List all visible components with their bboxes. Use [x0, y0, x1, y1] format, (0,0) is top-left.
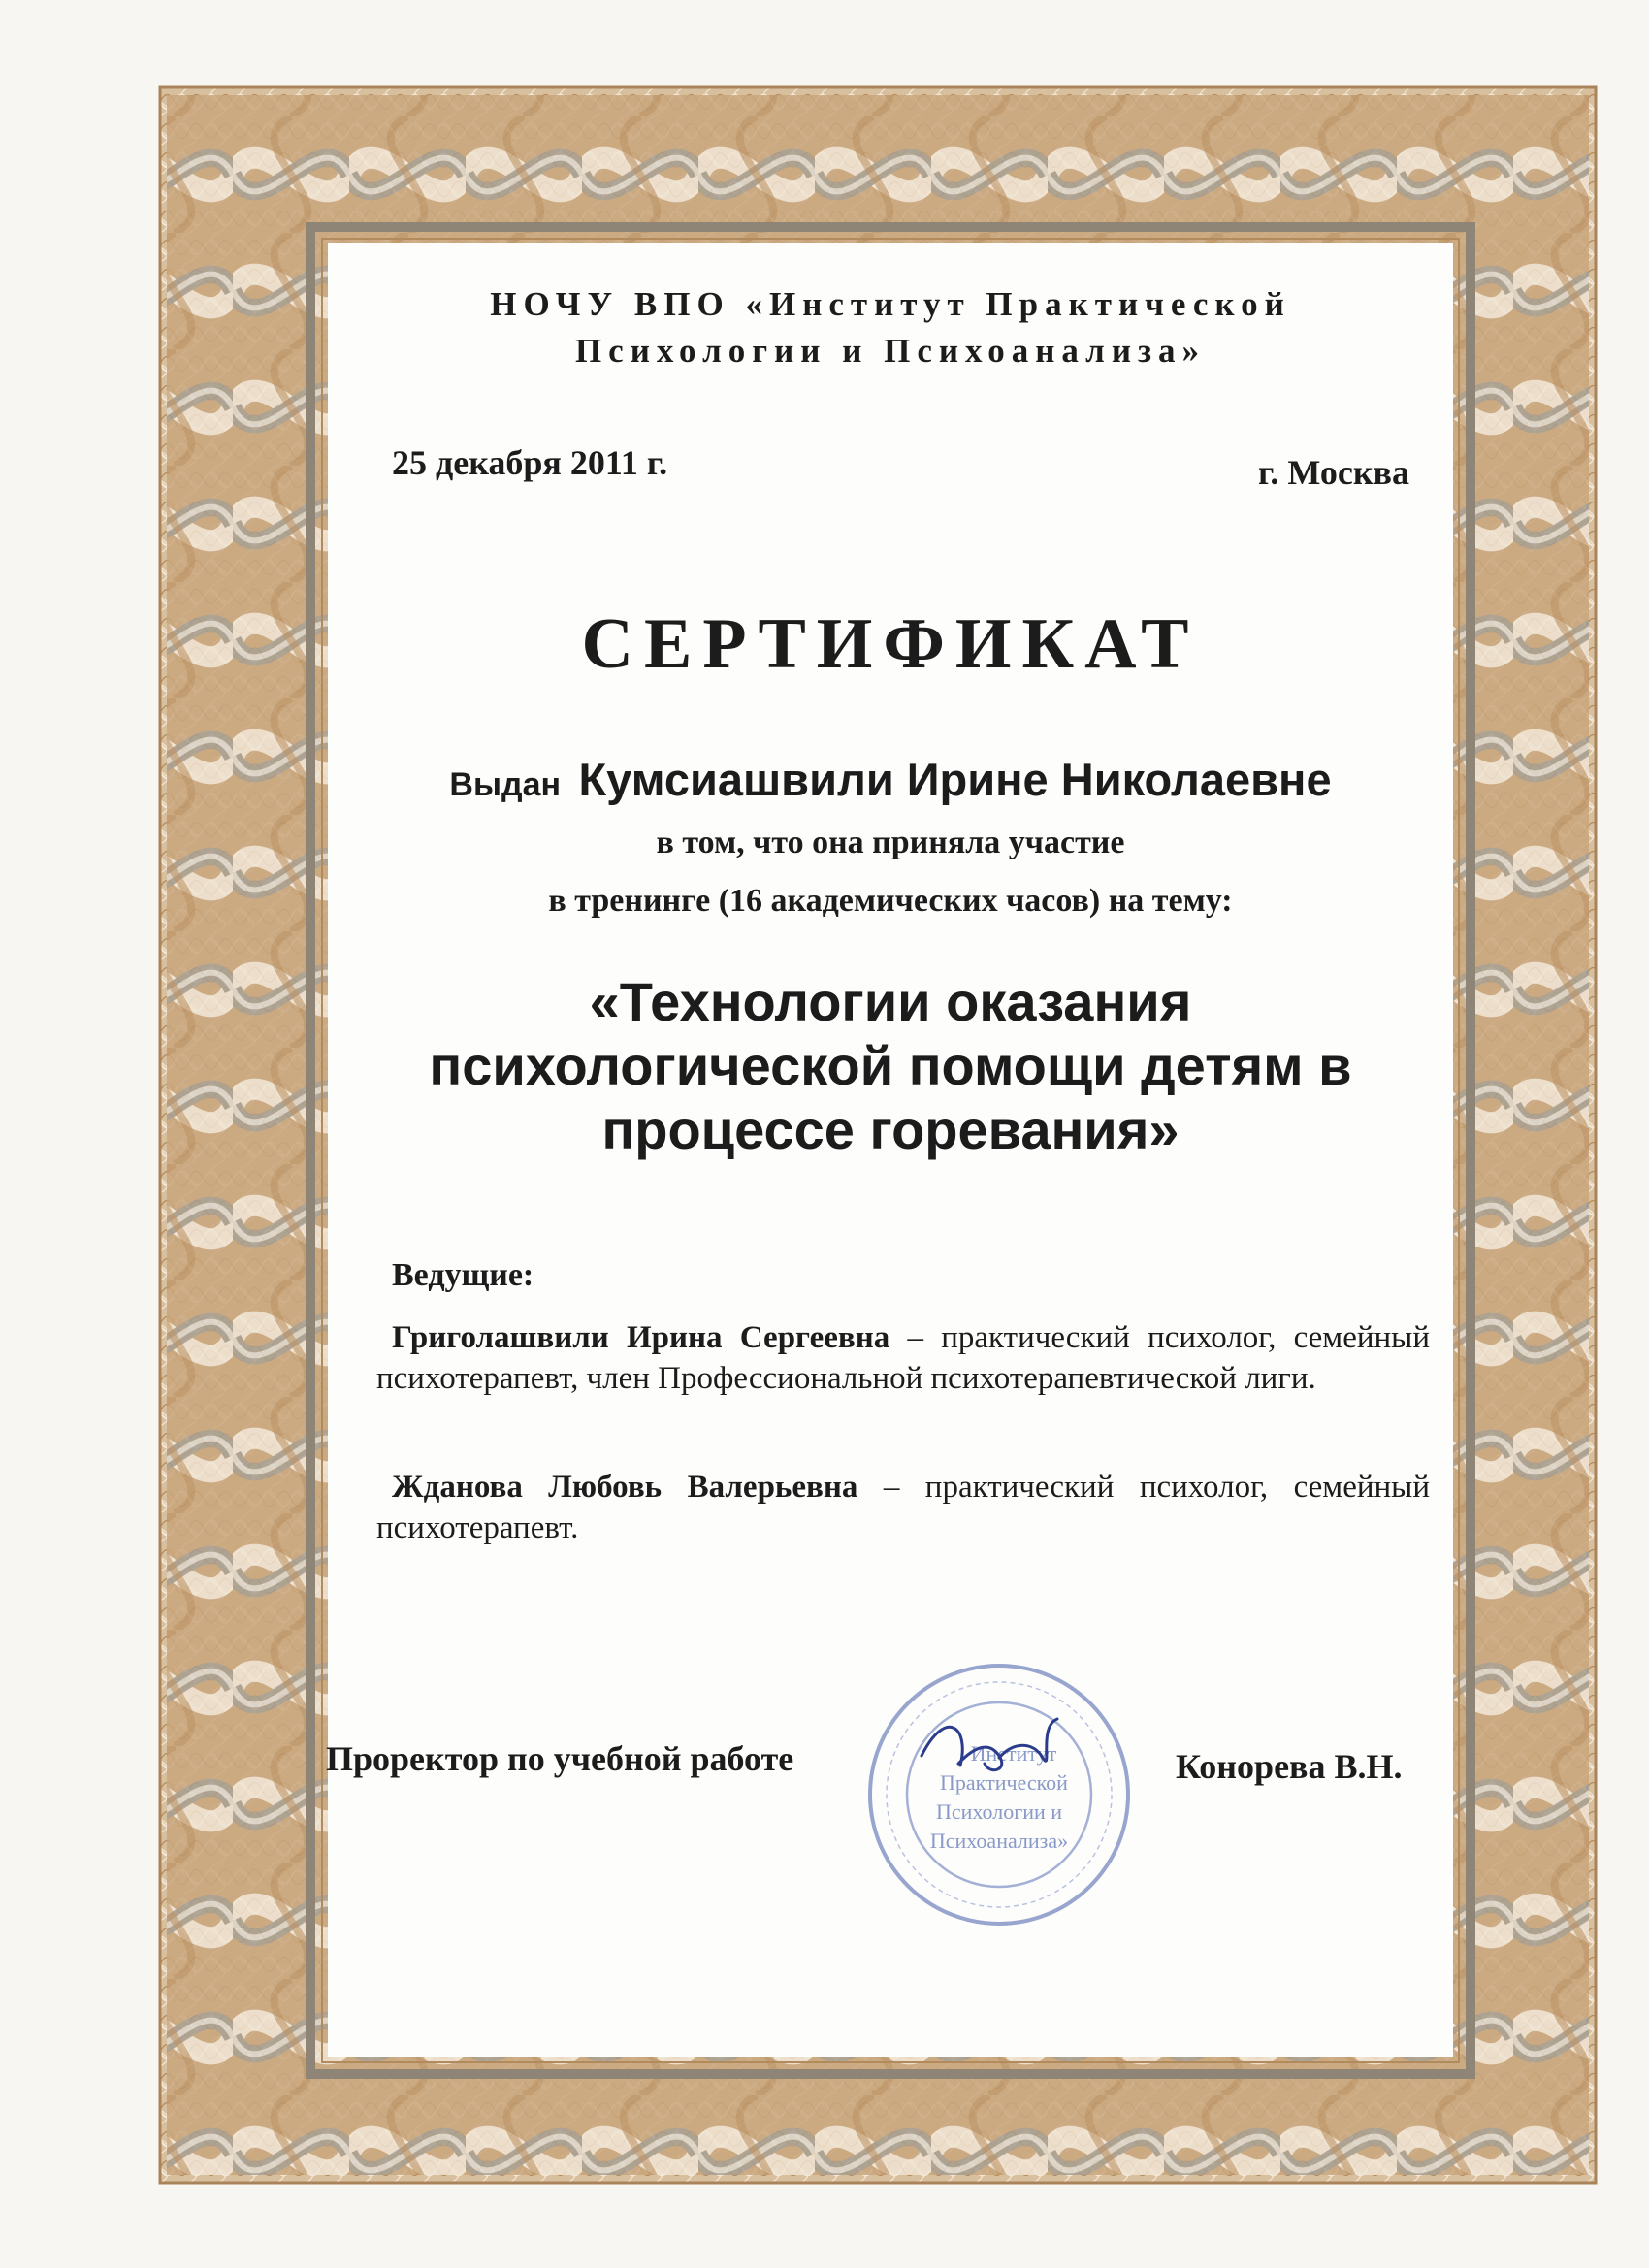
issued-label: Выдан — [449, 766, 562, 803]
leader-name: Жданова Любовь Валерьевна — [392, 1470, 858, 1505]
topic-line-3: процессе горевания» — [601, 1099, 1180, 1160]
leaders-label: Ведущие: — [392, 1257, 534, 1293]
leader-name: Григолашвили Ирина Сергеевна — [392, 1320, 890, 1355]
stamp-text-line: Практической — [940, 1770, 1068, 1795]
signatory-name: Конорева В.Н. — [1176, 1747, 1403, 1786]
leader-entry — [376, 1317, 1430, 1399]
training-topic — [328, 970, 1453, 1162]
leader-description: – практический психолог, семейный психотерапевт, член Профессиональной психотерапевтической лиги. — [376, 1320, 1430, 1396]
organization-line-2: Психологии и Психоанализа» — [574, 332, 1207, 370]
certificate-title: СЕРТИФИКАТ — [581, 604, 1200, 684]
stamp-text-line: Институт — [970, 1741, 1057, 1766]
stamp-text-line: Психоанализа» — [929, 1829, 1069, 1853]
organization-line-1: НОЧУ ВПО «Институт Практической — [490, 285, 1291, 323]
issued-to — [328, 753, 1453, 806]
official-stamp — [854, 1649, 1145, 1940]
participation-line-1: в том, что она приняла участие — [656, 825, 1125, 860]
signatory-role: Проректор по учебной работе — [326, 1739, 794, 1778]
issue-date: 25 декабря 2011 г. — [392, 443, 668, 482]
participation-line-2: в тренинге (16 академических часов) на тему: — [548, 883, 1233, 919]
topic-line-1: «Технологии оказания — [589, 971, 1192, 1032]
issue-city: г. Москва — [1258, 453, 1409, 492]
recipient-name: Кумсиашвили Ирине Николаевне — [578, 754, 1332, 805]
topic-line-2: психологической помощи детям в — [429, 1035, 1352, 1096]
leader-entry — [376, 1467, 1430, 1548]
leader-description: – практический психолог, семейный психотерапевт. — [376, 1470, 1430, 1545]
stamp-text-line: Психологии и — [935, 1799, 1063, 1824]
